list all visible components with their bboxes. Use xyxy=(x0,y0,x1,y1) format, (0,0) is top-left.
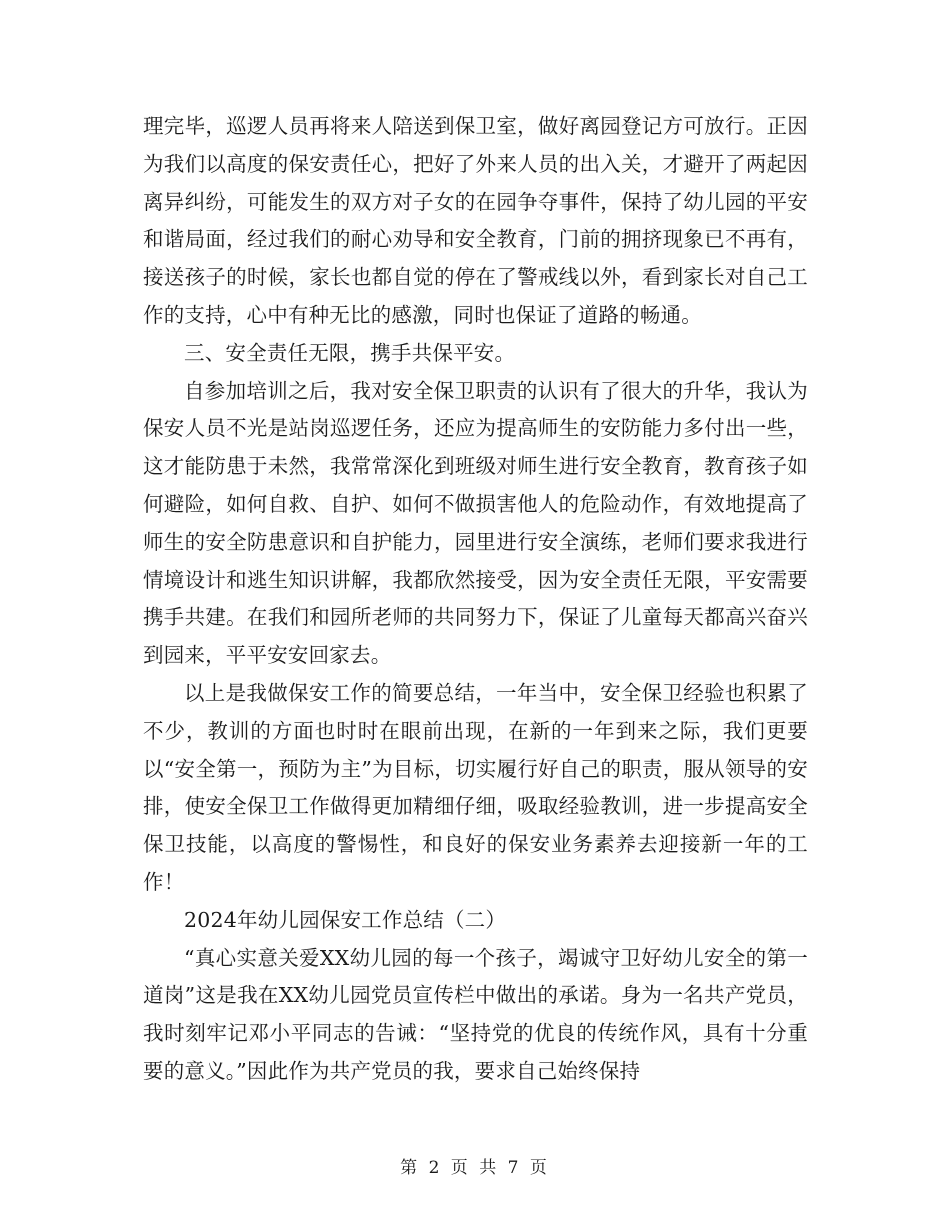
paragraph-1: 理完毕，巡逻人员再将来人陪送到保卫室，做好离园登记方可放行。正因为我们以高度的保安责任心，把好了外来人员的出入关，才避开了两起因离异纠纷，可能发生的双方对子女的在园争夺事件，保持了幼儿园的平安和谐局面，经过我们的耐心劝导和安全教育，门前的拥挤现象已不再有，接送孩子的时候，家长也都自觉的停在了警戒线以外，看到家长对自己工作的支持，心中有种无比的感激，同时也保证了道路的畅通。 xyxy=(143,114,808,327)
paragraph-3: 自参加培训之后，我对安全保卫职责的认识有了很大的升华，我认为保安人员不光是站岗巡逻任务，还应为提高师生的安防能力多付出一些，这才能防患于未然，我常常深化到班级对师生进行安全教育，教育孩子如何避险，如何自救、自护、如何不做损害他人的危险动作，有效地提高了师生的安全防患意识和自护能力，园里进行安全演练，老师们要求我进行情境设计和逃生知识讲解，我都欣然接受，因为安全责任无限，平安需要携手共建。在我们和园所老师的共同努力下，保证了儿童每天都高兴奋兴到园来，平平安安回家去。 xyxy=(143,378,808,668)
document-body xyxy=(143,108,808,1091)
paragraph-6: “真心实意关爱XX幼儿园的每一个孩子，竭诚守卫好幼儿安全的第一道岗”这是我在XX幼儿园党员宣传栏中做出的承诺。身为一名共产党员，我时刻牢记邓小平同志的告诫：“坚持党的优良的传统作风，具有十分重要的意义。”因此作为共产党员的我，要求自己始终保持 xyxy=(143,945,808,1083)
section-heading-3: 三、安全责任无限，携手共保平安。 xyxy=(184,340,516,365)
paragraph-4: 以上是我做保安工作的简要总结，一年当中，安全保卫经验也积累了不少，教训的方面也时时在眼前出现，在新的一年到来之际，我们更要以“安全第一，预防为主”为目标，切实履行好自己的职责，服从领导的安排，使安全保卫工作做得更加精细仔细，吸取经验教训，进一步提高安全保卫技能，以高度的警惕性，和良好的保安业务素养去迎接新一年的工作！ xyxy=(143,680,808,894)
page-number-footer: 第 2 页 共 7 页 xyxy=(400,1158,550,1178)
section-title-2: 2024年幼儿园保安工作总结（二） xyxy=(184,907,507,932)
